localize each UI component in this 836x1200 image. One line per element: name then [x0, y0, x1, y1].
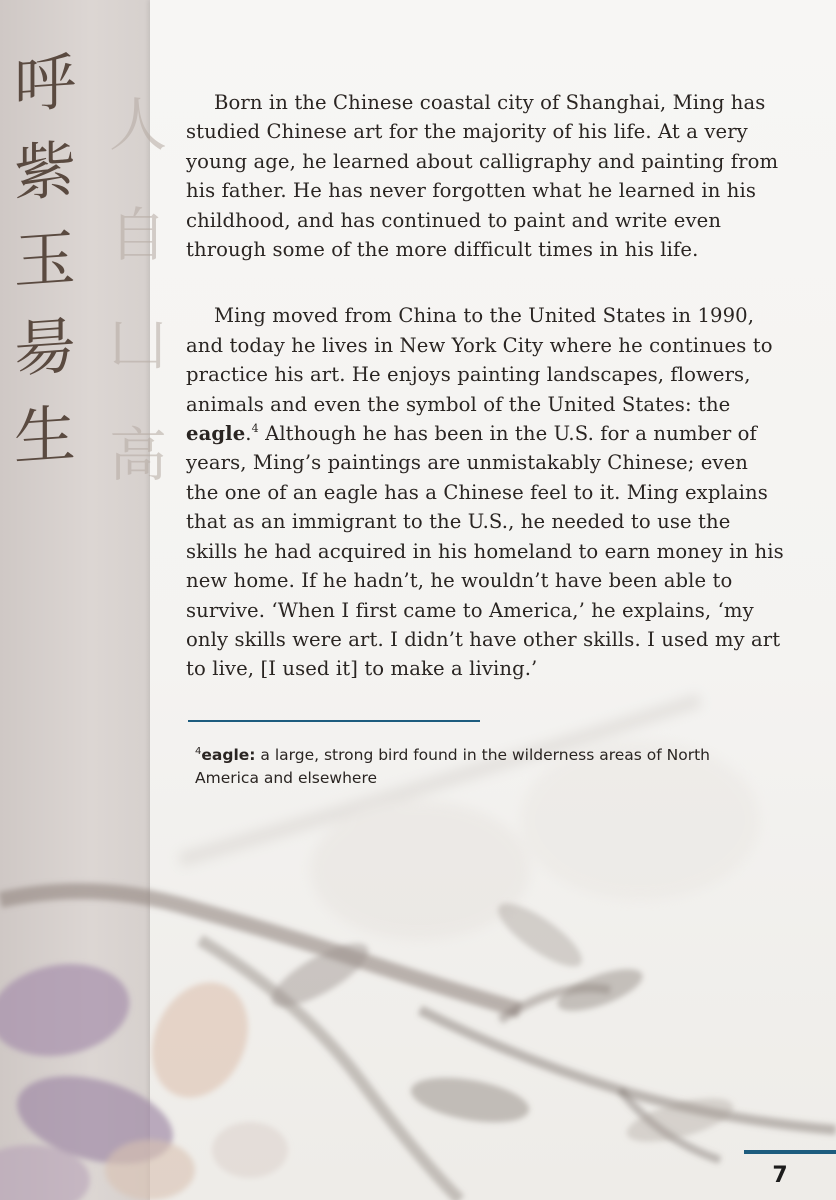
footnote [195, 744, 775, 790]
calligraphy-character: 生 [13, 396, 76, 475]
paragraph-2-end: Although he has been in the U.S. for a number of years, Ming’s paintings are unmistakably Chinese; even the one of an eagle has a Chinese feel to it. Ming explains that as an immigrant to the U.S., he needed to use the skills he had acquired in his homeland to earn money in his new home. If he hadn’t, he wouldn’t have been able to survive. ‘When I first came to America,’ he explains, ‘my only skills were art. I didn’t have other skills. I used my art to live, [I used it] to make a living.’ [186, 422, 784, 681]
footnote-reference: 4 [251, 422, 259, 436]
calligraphy-column [0, 40, 90, 480]
page-number-rule [744, 1150, 836, 1154]
calligraphy-character: 紫 [13, 132, 76, 211]
footnote-definition: a large, strong bird found in the wilderness areas of North America and elsewhere [195, 746, 710, 787]
calligraphy-character: 玉 [13, 220, 76, 299]
faint-calligraphy-character: 凵 [108, 311, 167, 379]
page-number: 7 [772, 1163, 788, 1188]
body-text [186, 88, 786, 721]
footnote-term: eagle: [201, 746, 256, 764]
faint-calligraphy-column [108, 70, 168, 510]
paragraph-2 [186, 301, 786, 683]
paragraph-1: Born in the Chinese coastal city of Shanghai, Ming has studied Chinese art for the majority of his life. At a very young age, he learned about calligraphy and painting from his father. He has never forgotten what he learned in his childhood, and has continued to paint and write even through some of the more difficult times in his life. [186, 91, 779, 262]
calligraphy-character: 昜 [13, 308, 76, 387]
calligraphy-character: 呼 [13, 44, 76, 123]
footnote-divider [188, 720, 480, 722]
glossary-term-eagle: eagle [186, 422, 246, 446]
paragraph-2-punct: . [245, 422, 252, 446]
faint-calligraphy-character: 自 [108, 201, 167, 269]
faint-calligraphy-character: 高 [108, 421, 167, 489]
footnote-number: 4 [195, 746, 202, 757]
paragraph-2-start: Ming moved from China to the United States in 1990, and today he lives in New York City where he continues to practice his art. He enjoys painting landscapes, flowers, animals and even the symbol of the United States: the [186, 304, 773, 416]
faint-calligraphy-character: 人 [108, 91, 167, 159]
